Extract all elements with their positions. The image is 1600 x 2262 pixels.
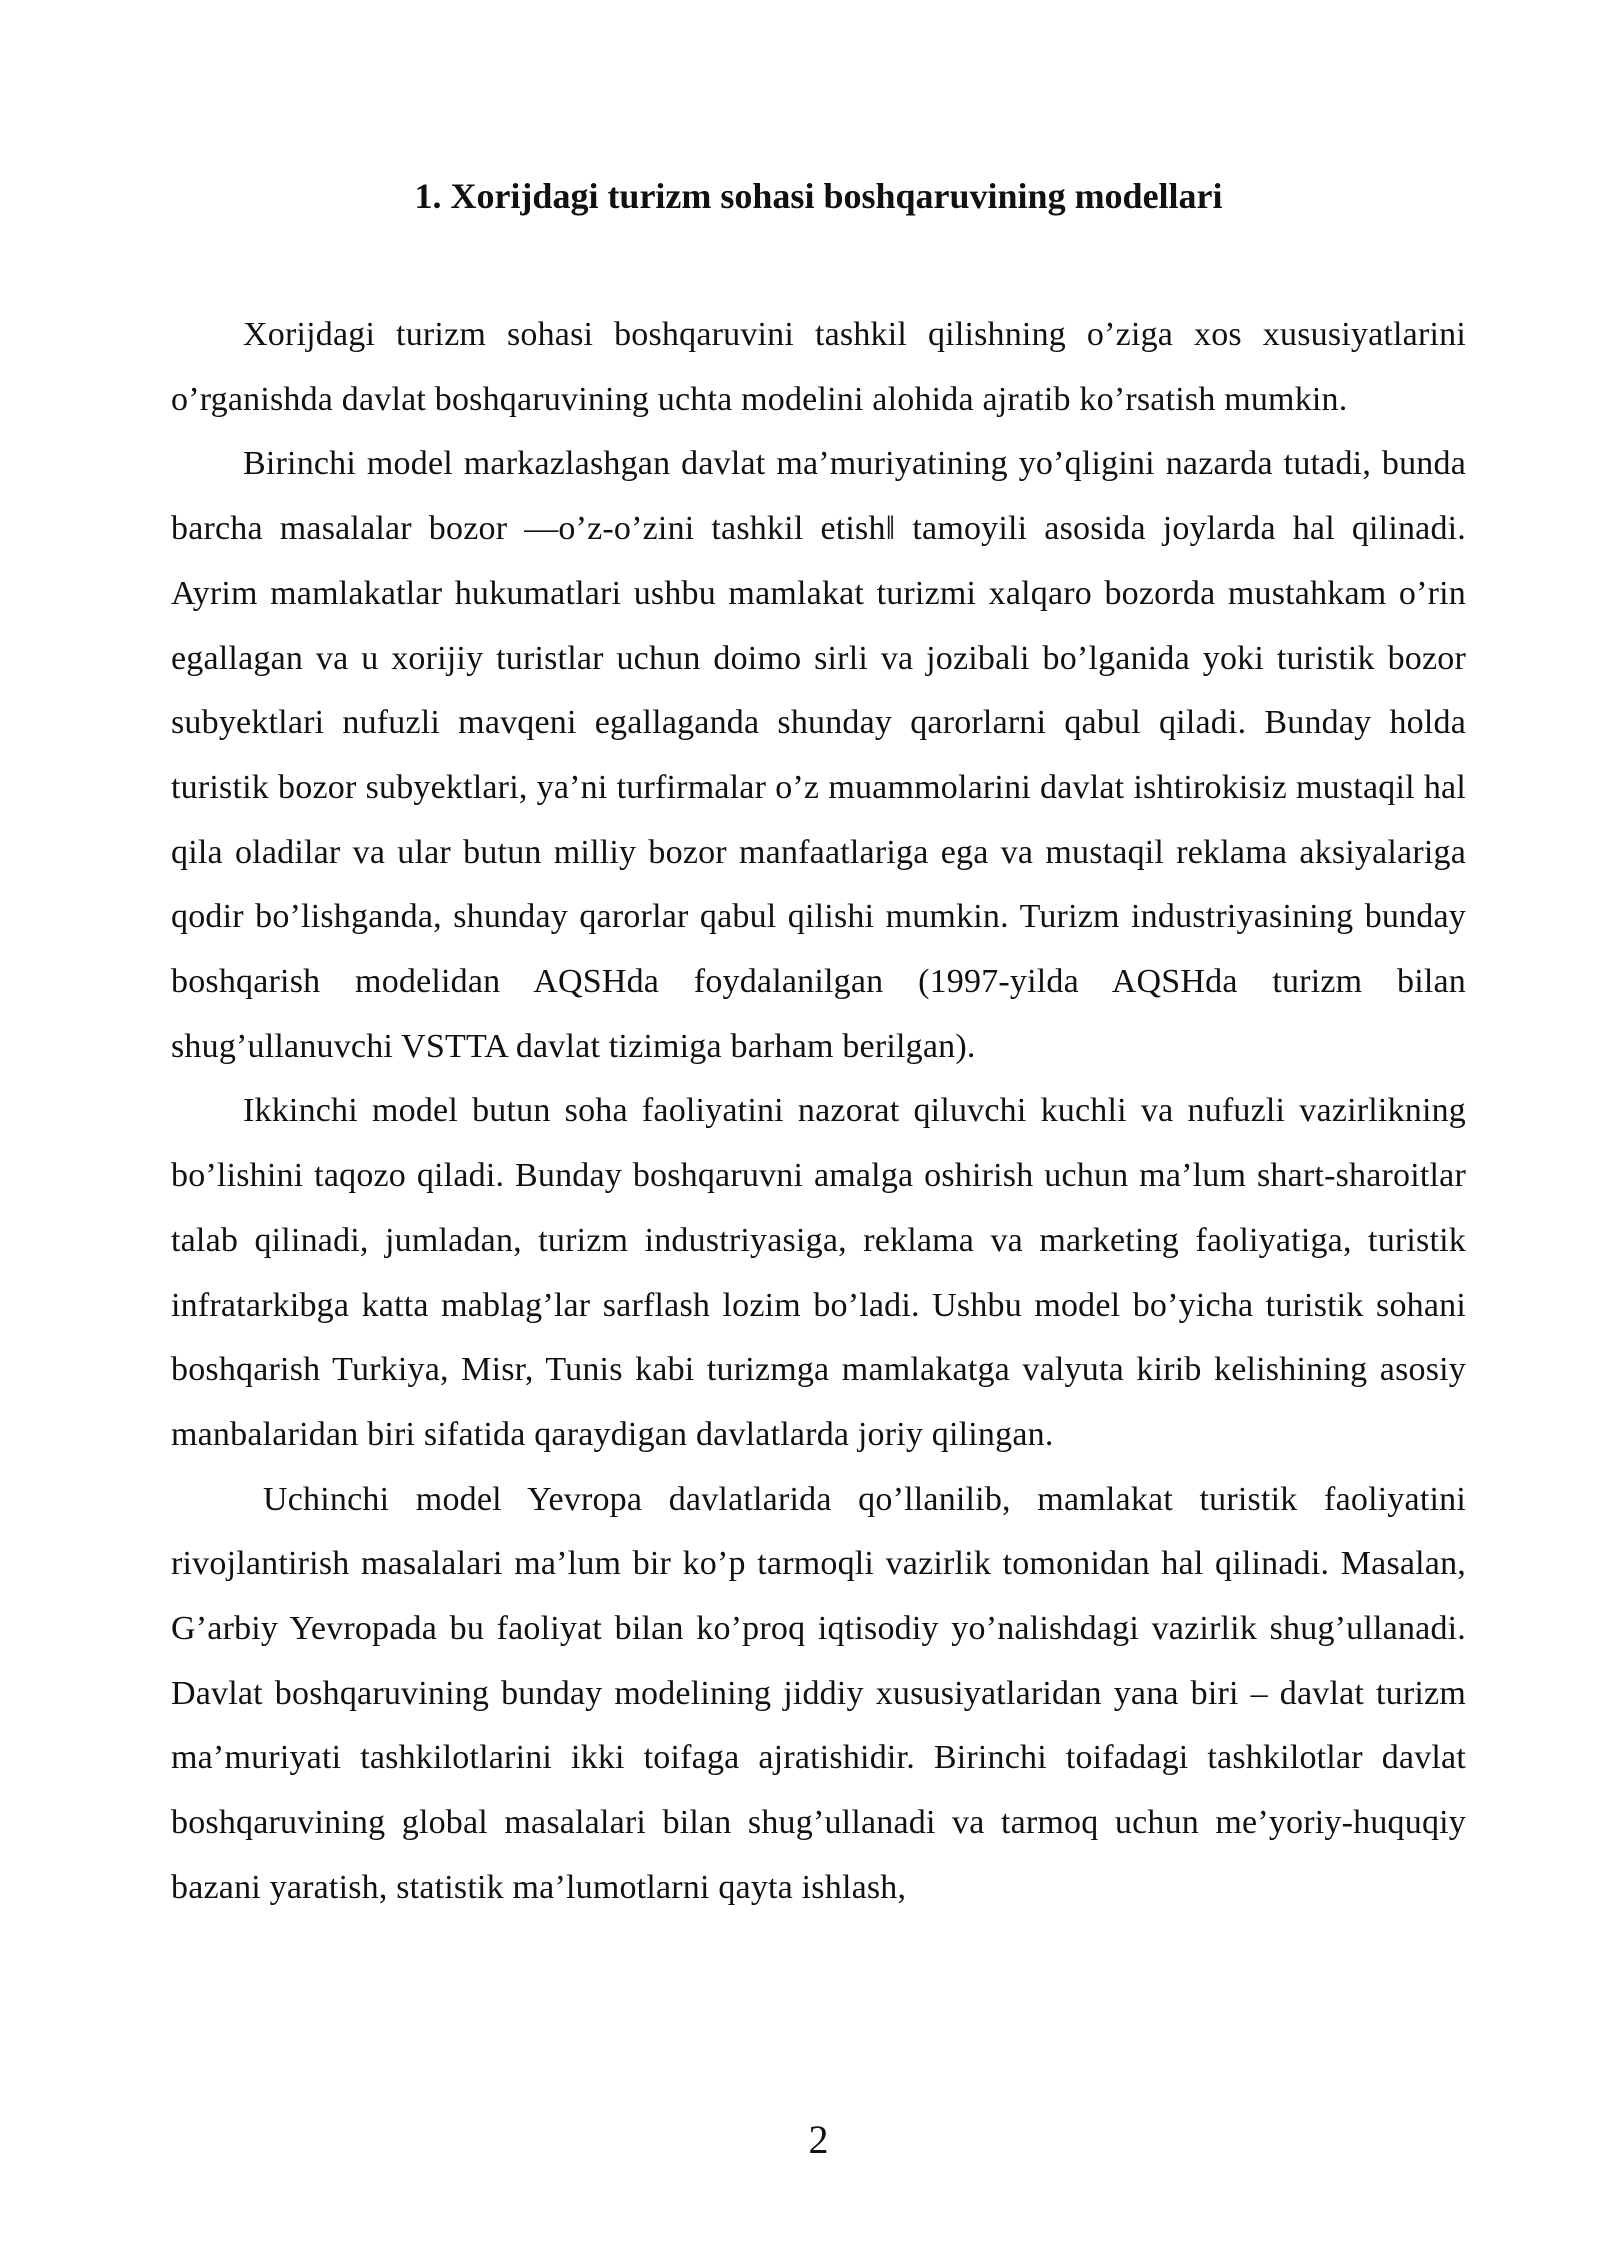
paragraph-first-model: Birinchi model markazlashgan davlat ma’muriyatining yo’qligini nazarda tutadi, bunda barcha masalalar bozor ―o’z-o’zini tashkil etish‖ tamoyili asosida joylarda hal qilinadi. Ayrim mamlakatlar hukumatlari ushbu mamlakat turizmi xalqaro bozorda mustahkam o’rin egallagan va u xorijiy turistlar uchun doimo sirli va jozibali bo’lganida yoki turistik bozor subyektlari nufuzli mavqeni egallaganda shunday qarorlarni qabul qiladi. Bunday holda turistik bozor subyektlari, ya’ni turfirmalar o’z muammolarini davlat ishtirokisiz mustaqil hal qila oladilar va ular butun milliy bozor manfaatlariga ega va mustaqil reklama aksiyalariga qodir bo’lishganda, shunday qarorlar qabul qilishi mumkin. Turizm industriyasining bunday boshqarish modelidan AQSHda foydalanilgan (1997-yilda AQSHda turizm bilan shug’ullanuvchi VSTTA davlat tizimiga barham berilgan).: [171, 445, 1466, 1065]
paragraph-third-model: Uchinchi model Yevropa davlatlarida qo’llanilib, mamlakat turistik faoliyatini rivojlantirish masalalari ma’lum bir ko’p tarmoqli vazirlik tomonidan hal qilinadi. Masalan, G’arbiy Yevropada bu faoliyat bilan ko’proq iqtisodiy yo’nalishdagi vazirlik shug’ullanadi. Davlat boshqaruvining bunday modelining jiddiy xususiyatlaridan yana biri – davlat turizm ma’muriyati tashkilotlarini ikki toifaga ajratishidir. Birinchi toifadagi tashkilotlar davlat boshqaruvining global masalalari bilan shug’ullanadi va tarmoq uchun me’yoriy-huquqiy bazani yaratish, statistik ma’lumotlarni qayta ishlash,: [171, 1480, 1466, 1906]
page-number: 2: [808, 2117, 829, 2162]
paragraph-intro: Xorijdagi turizm sohasi boshqaruvini tashkil qilishning o’ziga xos xususiyatlarini o’rganishda davlat boshqaruvining uchta modelini alohida ajratib ko’rsatish mumkin.: [171, 316, 1466, 418]
paragraph-second-model: Ikkinchi model butun soha faoliyatini nazorat qiluvchi kuchli va nufuzli vazirlikning bo’lishini taqozo qiladi. Bunday boshqaruvni amalga oshirish uchun ma’lum shart-sharoitlar talab qilinadi, jumladan, turizm industriyasiga, reklama va marketing faoliyatiga, turistik infratarkibga katta mablag’lar sarflash lozim bo’ladi. Ushbu model bo’yicha turistik sohani boshqarish Turkiya, Misr, Tunis kabi turizmga mamlakatga valyuta kirib kelishining asosiy manbalaridan biri sifatida qaraydigan davlatlarda joriy qilingan.: [171, 1092, 1466, 1453]
document-page: [171, 0, 1466, 2262]
body-text: [171, 303, 1466, 1921]
section-title: 1. Xorijdagi turizm sohasi boshqaruvining modellari: [414, 176, 1223, 216]
